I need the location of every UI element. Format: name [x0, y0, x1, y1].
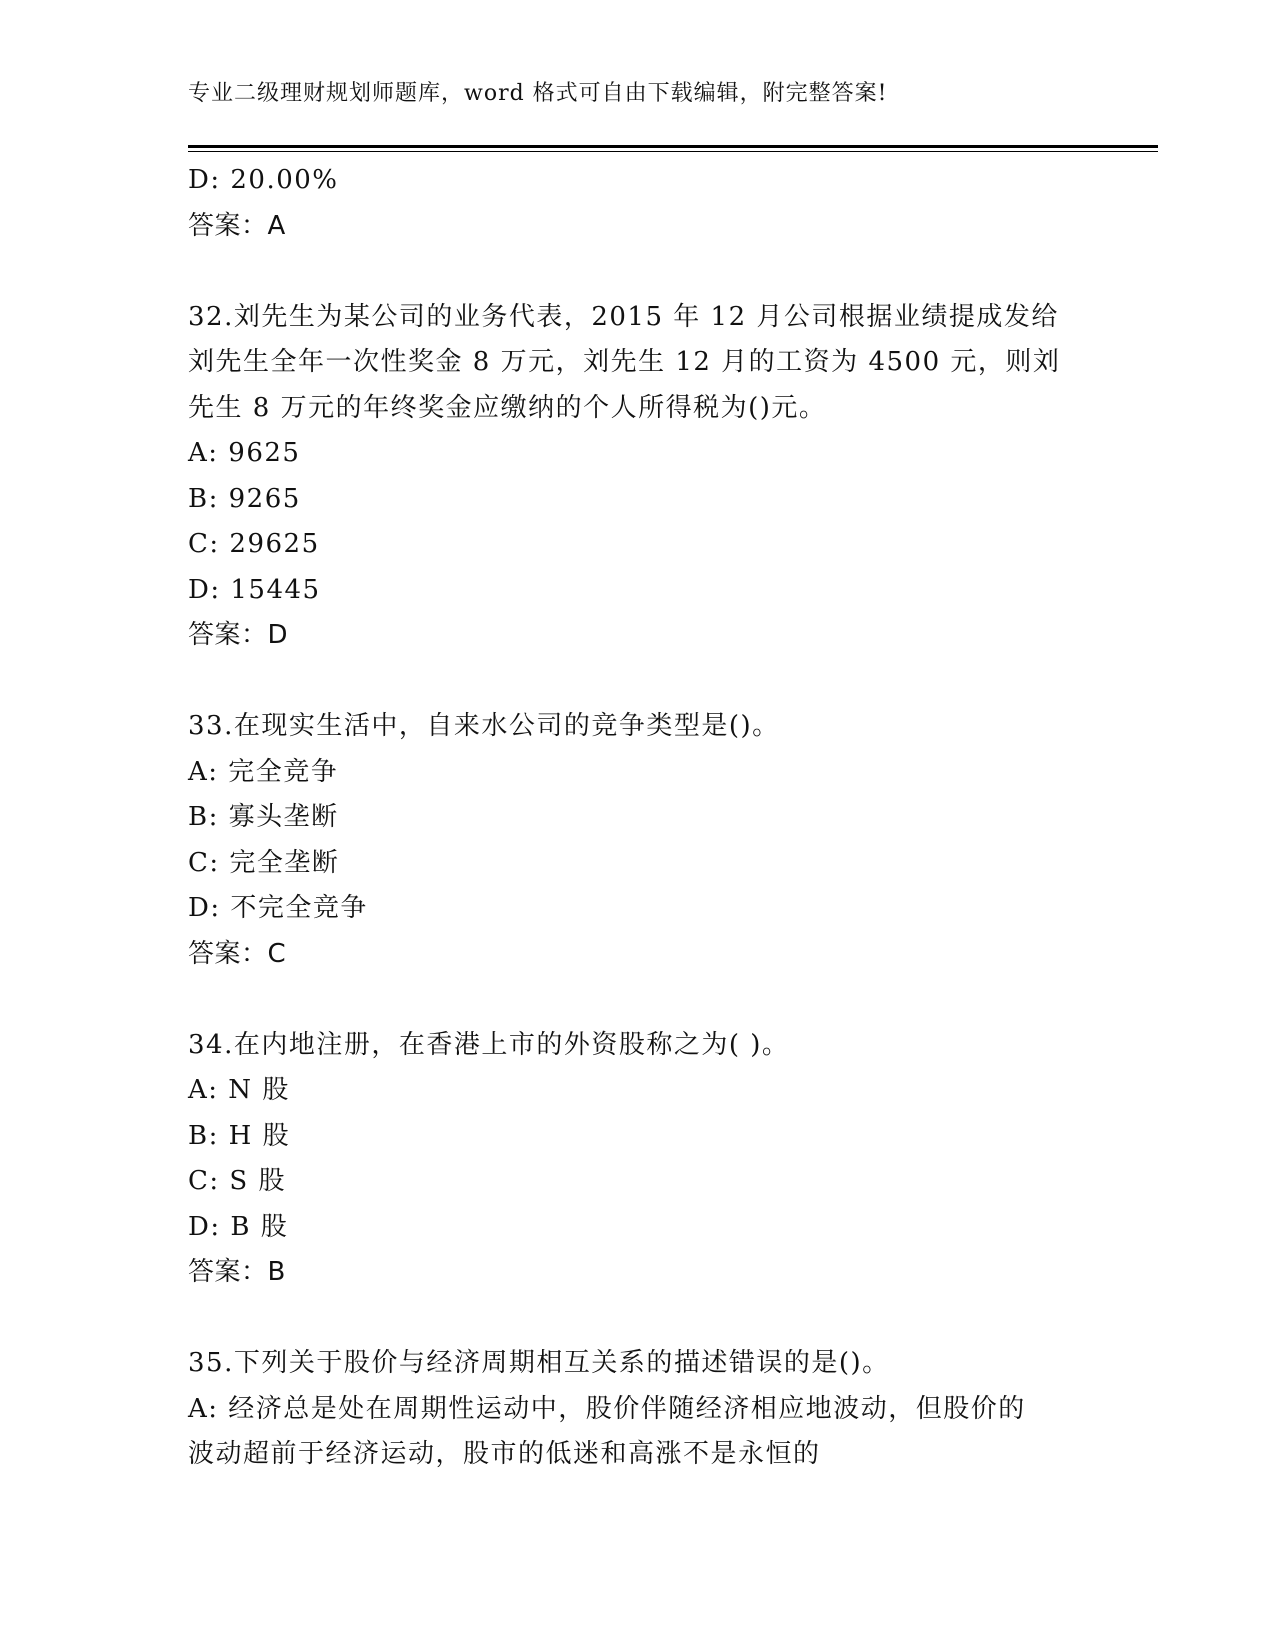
question-content — [188, 158, 1088, 1478]
option-d: D: 不完全竞争 — [188, 893, 368, 923]
header-rule-thin — [188, 151, 1158, 152]
option-a: A: 经济总是处在周期性运动中，股价伴随经济相应地波动，但股价的 — [188, 1393, 1026, 1424]
answer-label: 答案：B — [188, 1257, 286, 1287]
question-33 — [188, 704, 1088, 977]
question-stem-line: 34.在内地注册，在香港上市的外资股称之为( )。 — [188, 1029, 790, 1060]
question-stem-line: 35.下列关于股价与经济周期相互关系的描述错误的是()。 — [188, 1348, 890, 1378]
question-stem-line: 33.在现实生活中，自来水公司的竞争类型是()。 — [188, 711, 780, 741]
option-b: B: 寡头垄断 — [188, 802, 339, 832]
spacer — [188, 659, 1088, 705]
spacer — [188, 1296, 1088, 1342]
option-a-continued: 波动超前于经济运动，股市的低迷和高涨不是永恒的 — [188, 1439, 821, 1469]
option-d: D: 15445 — [188, 574, 321, 605]
question-34 — [188, 1023, 1088, 1296]
option-c: C: 29625 — [188, 529, 320, 559]
prev-option-d: D: 20.00% — [188, 165, 339, 195]
spacer — [188, 977, 1088, 1023]
option-b: B: H 股 — [188, 1120, 291, 1151]
option-c: C: 完全垄断 — [188, 847, 340, 878]
spacer — [188, 249, 1088, 295]
option-a: A: 完全竞争 — [188, 756, 339, 787]
prev-answer: 答案：A — [188, 210, 286, 241]
question-stem-line: 刘先生全年一次性奖金 8 万元，刘先生 12 月的工资为 4500 元，则刘 — [188, 347, 1061, 377]
page-header-text: 专业二级理财规划师题库，word 格式可自由下载编辑，附完整答案! — [188, 81, 888, 106]
option-c: C: S 股 — [188, 1166, 286, 1196]
option-b: B: 9265 — [188, 483, 301, 514]
question-35 — [188, 1341, 1088, 1478]
option-a: A: 9625 — [188, 438, 301, 468]
answer-label: 答案：C — [188, 938, 287, 969]
option-a: A: N 股 — [188, 1075, 290, 1105]
question-32 — [188, 295, 1088, 659]
question-stem-line: 32.刘先生为某公司的业务代表，2015 年 12 月公司根据业绩提成发给 — [188, 301, 1059, 332]
header-rule-thick — [188, 145, 1158, 148]
question-stem-line: 先生 8 万元的年终奖金应缴纳的个人所得税为()元。 — [188, 392, 827, 423]
option-d: D: B 股 — [188, 1211, 289, 1242]
answer-label: 答案：D — [188, 620, 289, 650]
